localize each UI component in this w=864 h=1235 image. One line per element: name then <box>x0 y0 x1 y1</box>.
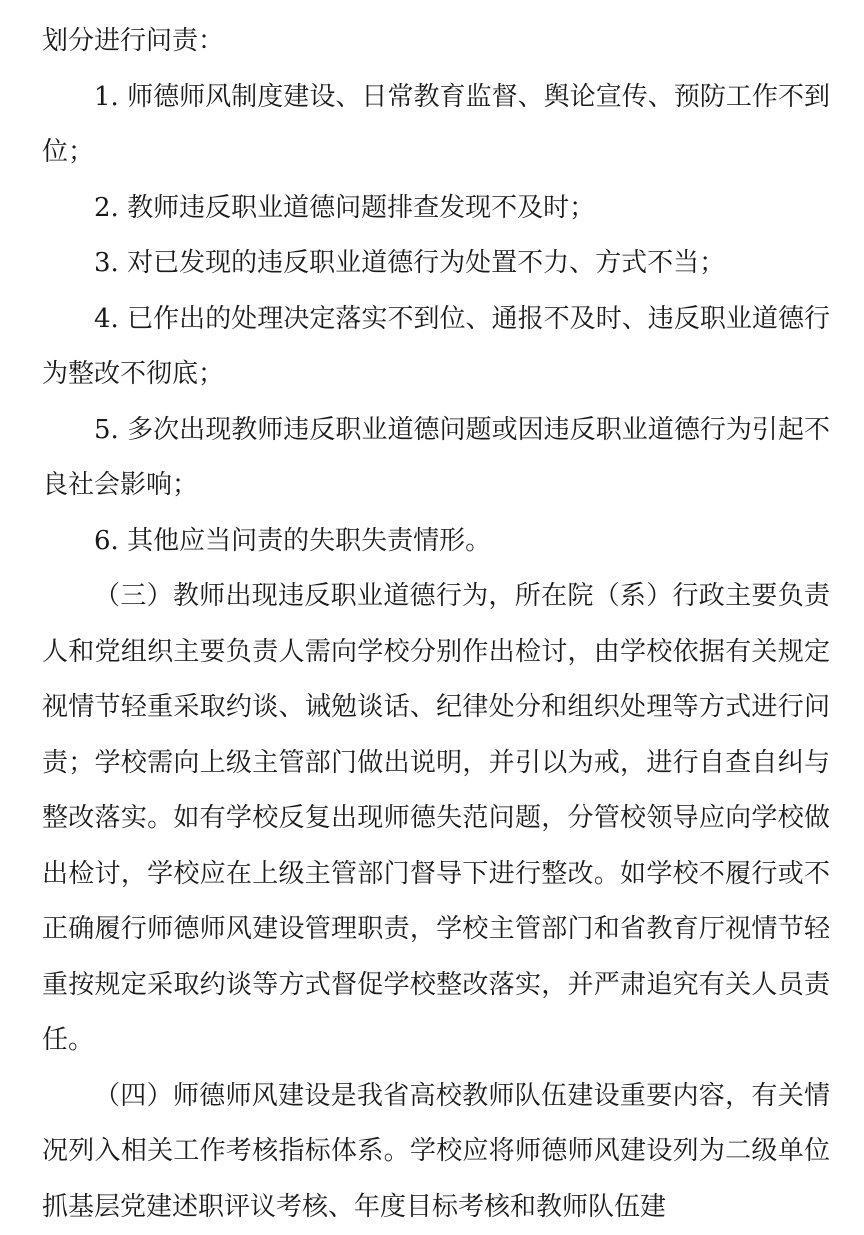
list-item-6: 6. 其他应当问责的失职失责情形。 <box>42 514 830 570</box>
list-item-4: 4. 已作出的处理决定落实不到位、通报不及时、违反职业道德行为整改不彻底； <box>42 292 830 403</box>
paragraph-section-3: （三）教师出现违反职业道德行为，所在院（系）行政主要负责人和党组织主要负责人需向学校分别作出检讨，由学校依据有关规定视情节轻重采取约谈、诫勉谈话、纪律处分和组织处理等方式进行问责；学校需向上级主管部门做出说明，并引以为戒，进行自查自纠与整改落实。如有学校反复出现师德失范问题，分管校领导应向学校做出检讨，学校应在上级主管部门督导下进行整改。如学校不履行或不正确履行师德师风建设管理职责，学校主管部门和省教育厅视情节轻重按规定采取约谈等方式督促学校整改落实，并严肃追究有关人员责任。 <box>42 569 830 1069</box>
list-item-5: 5. 多次出现教师违反职业道德问题或因违反职业道德行为引起不良社会影响； <box>42 403 830 514</box>
list-item-3: 3. 对已发现的违反职业道德行为处置不力、方式不当； <box>42 236 830 292</box>
paragraph-intro: 划分进行问责： <box>42 14 830 70</box>
list-item-1: 1. 师德师风制度建设、日常教育监督、舆论宣传、预防工作不到位； <box>42 70 830 181</box>
list-item-2: 2. 教师违反职业道德问题排查发现不及时； <box>42 181 830 237</box>
paragraph-section-4: （四）师德师风建设是我省高校教师队伍建设重要内容，有关情况列入相关工作考核指标体系。学校应将师德师风建设列为二级单位抓基层党建述职评议考核、年度目标考核和教师队伍建 <box>42 1069 830 1235</box>
